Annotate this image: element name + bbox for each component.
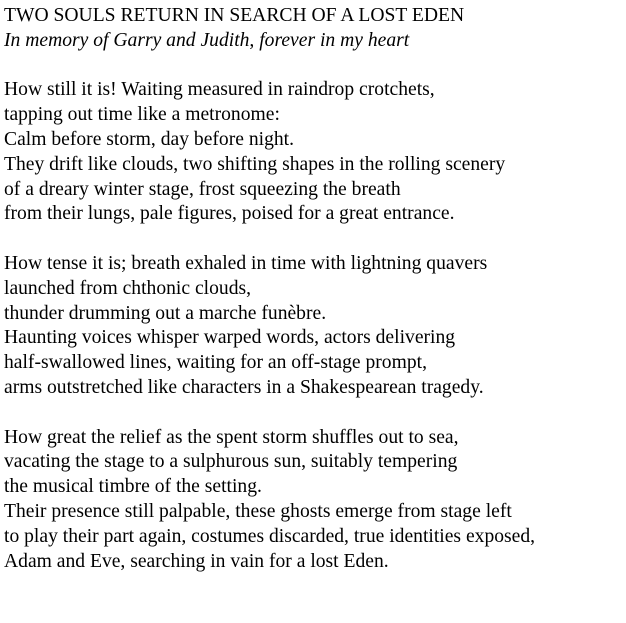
poem-line: They drift like clouds, two shifting shapes in the rolling scenery — [4, 153, 506, 175]
poem-line: launched from chthonic clouds, — [4, 277, 252, 299]
poem-line: thunder drumming out a marche funèbre. — [4, 302, 327, 324]
poem-line: Haunting voices whisper warped words, actors delivering — [4, 327, 456, 349]
stanza-2 — [4, 252, 622, 401]
poem-line: Calm before storm, day before night. — [4, 128, 295, 150]
poem-title: TWO SOULS RETURN IN SEARCH OF A LOST EDEN — [4, 5, 465, 26]
poem-line: tapping out time like a metronome: — [4, 104, 280, 126]
poem-line: vacating the stage to a sulphurous sun, suitably tempering — [4, 451, 458, 473]
poem-line: half-swallowed lines, waiting for an off-stage prompt, — [4, 352, 427, 374]
poem-dedication: In memory of Garry and Judith, forever in my heart — [4, 29, 410, 51]
stanza-1 — [4, 78, 622, 227]
poem-page — [4, 4, 622, 574]
poem-line: arms outstretched like characters in a Shakespearean tragedy. — [4, 376, 484, 398]
poem-line: the musical timbre of the setting. — [4, 476, 262, 498]
poem-line: Their presence still palpable, these ghosts emerge from stage left — [4, 500, 512, 522]
poem-line: from their lungs, pale figures, poised for a great entrance. — [4, 203, 455, 225]
poem-line: How tense it is; breath exhaled in time with lightning quavers — [4, 252, 488, 274]
poem-line: Adam and Eve, searching in vain for a lost Eden. — [4, 550, 389, 572]
poem-line: of a dreary winter stage, frost squeezing the breath — [4, 178, 401, 200]
stanza-3 — [4, 426, 622, 575]
poem-line: How great the relief as the spent storm shuffles out to sea, — [4, 426, 459, 448]
poem-line: to play their part again, costumes discarded, true identities exposed, — [4, 525, 536, 547]
poem-line: How still it is! Waiting measured in raindrop crotchets, — [4, 79, 435, 101]
